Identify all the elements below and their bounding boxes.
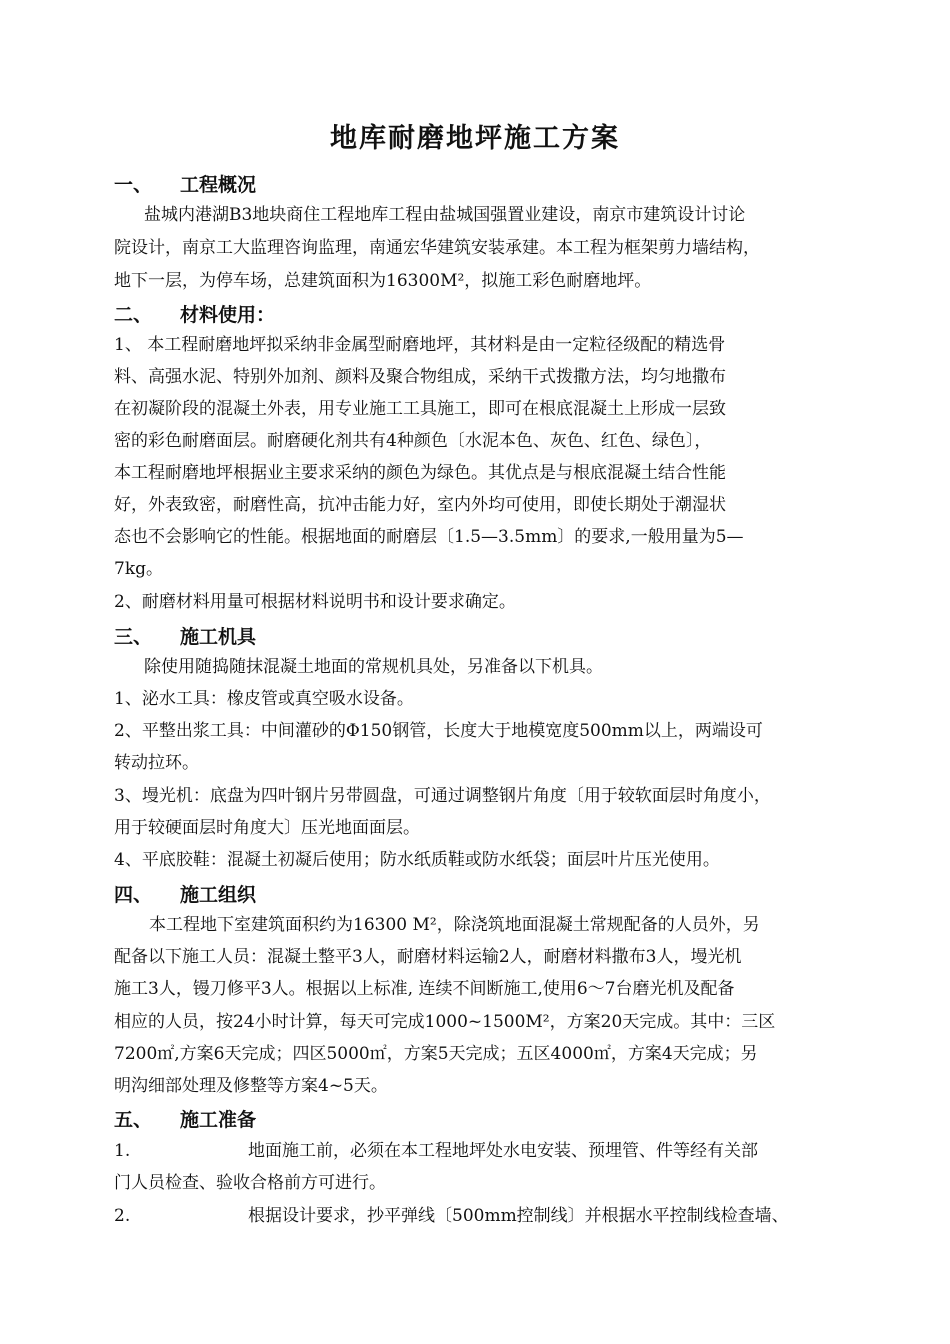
paragraph-line: 7200㎡,方案6天完成；四区5000㎡，方案5天完成；五区4000㎡，方案4天完成；另 bbox=[114, 1044, 758, 1064]
section-title: 施工机具 bbox=[180, 626, 257, 648]
paragraph-line: 转动拉环。 bbox=[114, 753, 199, 773]
section-title: 材料使用： bbox=[180, 304, 276, 326]
paragraph-line: 相应的人员，按24小时计算，每天可完成1000~1500M²，方案20天完成。其中：三区 bbox=[114, 1012, 776, 1032]
section-title: 施工组织 bbox=[180, 884, 257, 906]
section-number: 五、 bbox=[114, 1109, 153, 1131]
section-number: 二、 bbox=[114, 304, 153, 326]
list-marker: 1. bbox=[114, 1141, 131, 1161]
paragraph-line: 盐城内港湖B3地块商住工程地库工程由盐城国强置业建设，南京市建筑设计讨论 bbox=[144, 205, 746, 225]
paragraph-line: 用于较硬面层时角度大〕压光地面面层。 bbox=[114, 818, 420, 838]
section-title: 施工准备 bbox=[180, 1109, 257, 1131]
paragraph-line: 门人员检查、验收合格前方可进行。 bbox=[114, 1173, 386, 1193]
section-heading-5 bbox=[114, 1105, 256, 1132]
paragraph-line: 好，外表致密，耐磨性高，抗冲击能力好，室内外均可使用，即使长期处于潮湿状 bbox=[114, 495, 726, 515]
paragraph-line: 地下一层，为停车场，总建筑面积为16300M²，拟施工彩色耐磨地坪。 bbox=[114, 271, 652, 291]
document-title: 地库耐磨地坪施工方案 bbox=[330, 123, 620, 154]
paragraph-line: 施工3人，镘刀修平3人。根据以上标准, 连续不间断施工,使用6～7台磨光机及配备 bbox=[114, 979, 735, 999]
list-marker: 2. bbox=[114, 1206, 131, 1226]
paragraph-line: 院设计，南京工大监理咨询监理，南通宏华建筑安装承建。本工程为框架剪力墙结构， bbox=[114, 238, 760, 258]
paragraph-line: 明沟细部处理及修整等方案4~5天。 bbox=[114, 1076, 388, 1096]
paragraph-line: 本工程地下室建筑面积约为16300 M²，除浇筑地面混凝土常规配备的人员外，另 bbox=[149, 915, 760, 935]
paragraph-line: 密的彩色耐磨面层。耐磨硬化剂共有4种颜色〔水泥本色、灰色、红色、绿色〕， bbox=[114, 431, 712, 451]
section-heading-4 bbox=[114, 880, 256, 907]
paragraph-line: 在初凝阶段的混凝土外表，用专业施工工具施工，即可在根底混凝土上形成一层致 bbox=[114, 399, 726, 419]
paragraph-line: 2、耐磨材料用量可根据材料说明书和设计要求确定。 bbox=[114, 592, 516, 612]
paragraph-line: 2、平整出浆工具：中间灌砂的Φ150钢管，长度大于地模宽度500mm以上，两端设可 bbox=[114, 721, 763, 741]
section-heading-3 bbox=[114, 622, 256, 649]
paragraph-line: 态也不会影响它的性能。根据地面的耐磨层〔1.5—3.5mm〕的要求,一般用量为5— bbox=[114, 527, 744, 547]
section-number: 四、 bbox=[114, 884, 153, 906]
section-number: 三、 bbox=[114, 626, 153, 648]
paragraph-line: 配备以下施工人员：混凝土整平3人，耐磨材料运输2人，耐磨材料撒布3人，墁光机 bbox=[114, 947, 742, 967]
section-title: 工程概况 bbox=[180, 174, 257, 196]
paragraph-line: 4、平底胶鞋：混凝土初凝后使用；防水纸质鞋或防水纸袋；面层叶片压光使用。 bbox=[114, 850, 720, 870]
paragraph-line: 料、高强水泥、特别外加剂、颜料及聚合物组成，采纳干式拨撒方法，均匀地撒布 bbox=[114, 367, 726, 387]
section-heading-1 bbox=[114, 170, 256, 197]
section-heading-2 bbox=[114, 300, 275, 327]
paragraph-line: 本工程耐磨地坪根据业主要求采纳的颜色为绿色。其优点是与根底混凝土结合性能 bbox=[114, 463, 726, 483]
section-number: 一、 bbox=[114, 174, 153, 196]
paragraph-line: 地面施工前，必须在本工程地坪处水电安装、预埋管、件等经有关部 bbox=[248, 1141, 758, 1161]
paragraph-line: 3、墁光机：底盘为四叶钢片另带圆盘，可通过调整钢片角度〔用于较软面层时角度小， bbox=[114, 786, 771, 806]
paragraph-line: 1、 本工程耐磨地坪拟采纳非金属型耐磨地坪，其材料是由一定粒径级配的精选骨 bbox=[114, 335, 726, 355]
paragraph-line: 1、泌水工具：橡皮管或真空吸水设备。 bbox=[114, 689, 414, 709]
paragraph-line: 根据设计要求，抄平弹线〔500mm控制线〕并根据水平控制线检查墙、 bbox=[248, 1206, 789, 1226]
paragraph-line: 7kg。 bbox=[114, 559, 163, 579]
paragraph-line: 除使用随捣随抹混凝土地面的常规机具处，另准备以下机具。 bbox=[144, 657, 603, 677]
